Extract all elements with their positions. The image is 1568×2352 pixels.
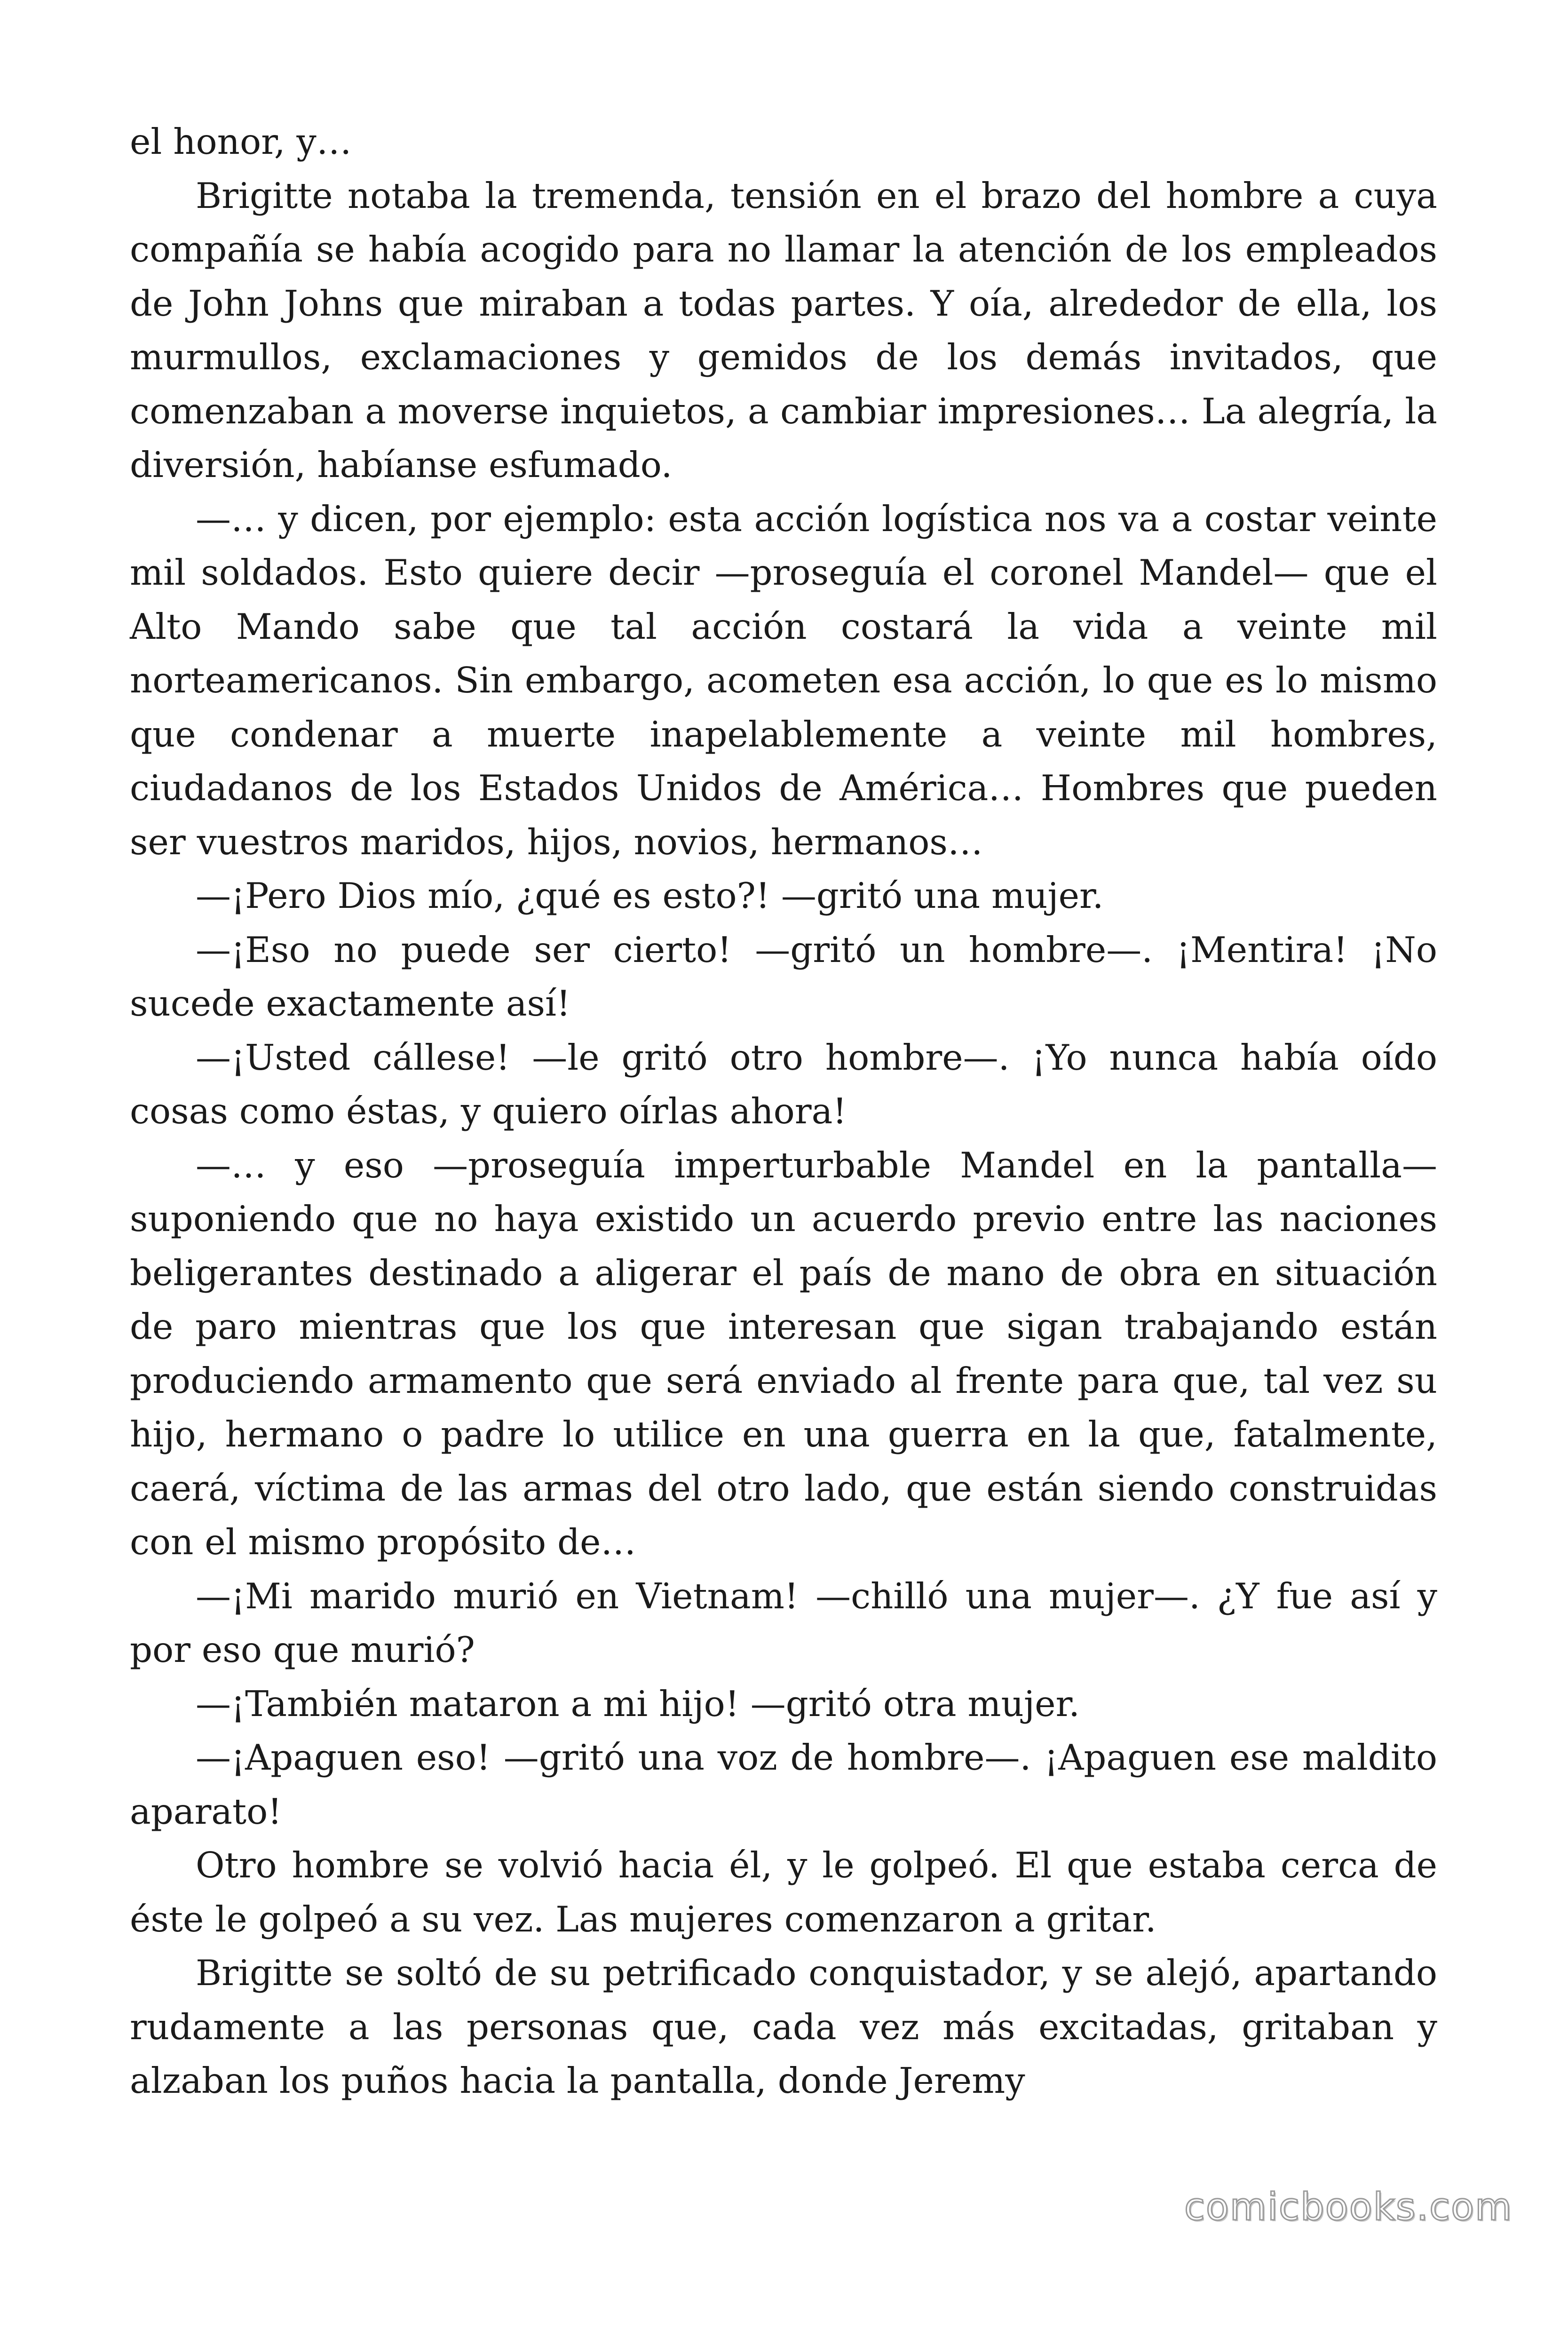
paragraph: —… y dicen, por ejemplo: esta acción logística nos va a costar veinte mil soldados. Esto quiere decir —proseguía el coronel Mandel— que el Alto Mando sabe que tal acción costará la vida a veinte mil norteamericanos. Sin embargo, acometen esa acción, lo que es lo mismo que condenar a muerte inapelablemente a veinte mil hombres, ciudadanos de los Estados Unidos de América… Hombres que pueden ser vuestros maridos, hijos, novios, hermanos… (130, 498, 1437, 863)
paragraph: el honor, y… (130, 121, 352, 162)
paragraph: —¡Usted cállese! —le gritó otro hombre—. ¡Yo nunca había oído cosas como éstas, y quiero oírlas ahora! (130, 1036, 1437, 1132)
body-text (130, 115, 1437, 2108)
paragraph: Brigitte notaba la tremenda, tensión en el brazo del hombre a cuya compañía se había acogido para no llamar la atención de los empleados de John Johns que miraban a todas partes. Y oía, alrededor de ella, los murmullos, exclamaciones y gemidos de los demás invitados, que comenzaban a moverse inquietos, a cambiar impresiones… La alegría, la diversión, habíanse esfumado. (130, 175, 1437, 485)
paragraph: —¡Pero Dios mío, ¿qué es esto?! —gritó una mujer. (196, 875, 1104, 916)
paragraph: Otro hombre se volvió hacia él, y le golpeó. El que estaba cerca de éste le golpeó a su vez. Las mujeres comenzaron a gritar. (130, 1844, 1437, 1940)
paragraph: —… y eso —proseguía imperturbable Mandel en la pantalla— suponiendo que no haya existido un acuerdo previo entre las naciones beligerantes destinado a aligerar el país de mano de obra en situación de paro mientras que los que interesan que sigan trabajando están produciendo armamento que será enviado al frente para que, tal vez su hijo, hermano o padre lo utilice en una guerra en la que, fatalmente, caerá, víctima de las armas del otro lado, que están siendo construidas con el mismo propósito de… (130, 1144, 1437, 1563)
paragraph: Brigitte se soltó de su petrificado conquistador, y se alejó, apartando rudamente a las personas que, cada vez más excitadas, gritaban y alzaban los puños hacia la pantalla, donde Jeremy (130, 1952, 1437, 2101)
paragraph: —¡Mi marido murió en Vietnam! —chilló una mujer—. ¿Y fue así y por eso que murió? (130, 1575, 1437, 1670)
watermark-text: comicbooks.com (1184, 2185, 1513, 2229)
paragraph: —¡Apaguen eso! —gritó una voz de hombre—. ¡Apaguen ese maldito aparato! (130, 1737, 1437, 1832)
paragraph: —¡Eso no puede ser cierto! —gritó un hombre—. ¡Mentira! ¡No sucede exactamente así! (130, 929, 1437, 1024)
paragraph: —¡También mataron a mi hijo! —gritó otra mujer. (196, 1683, 1080, 1724)
